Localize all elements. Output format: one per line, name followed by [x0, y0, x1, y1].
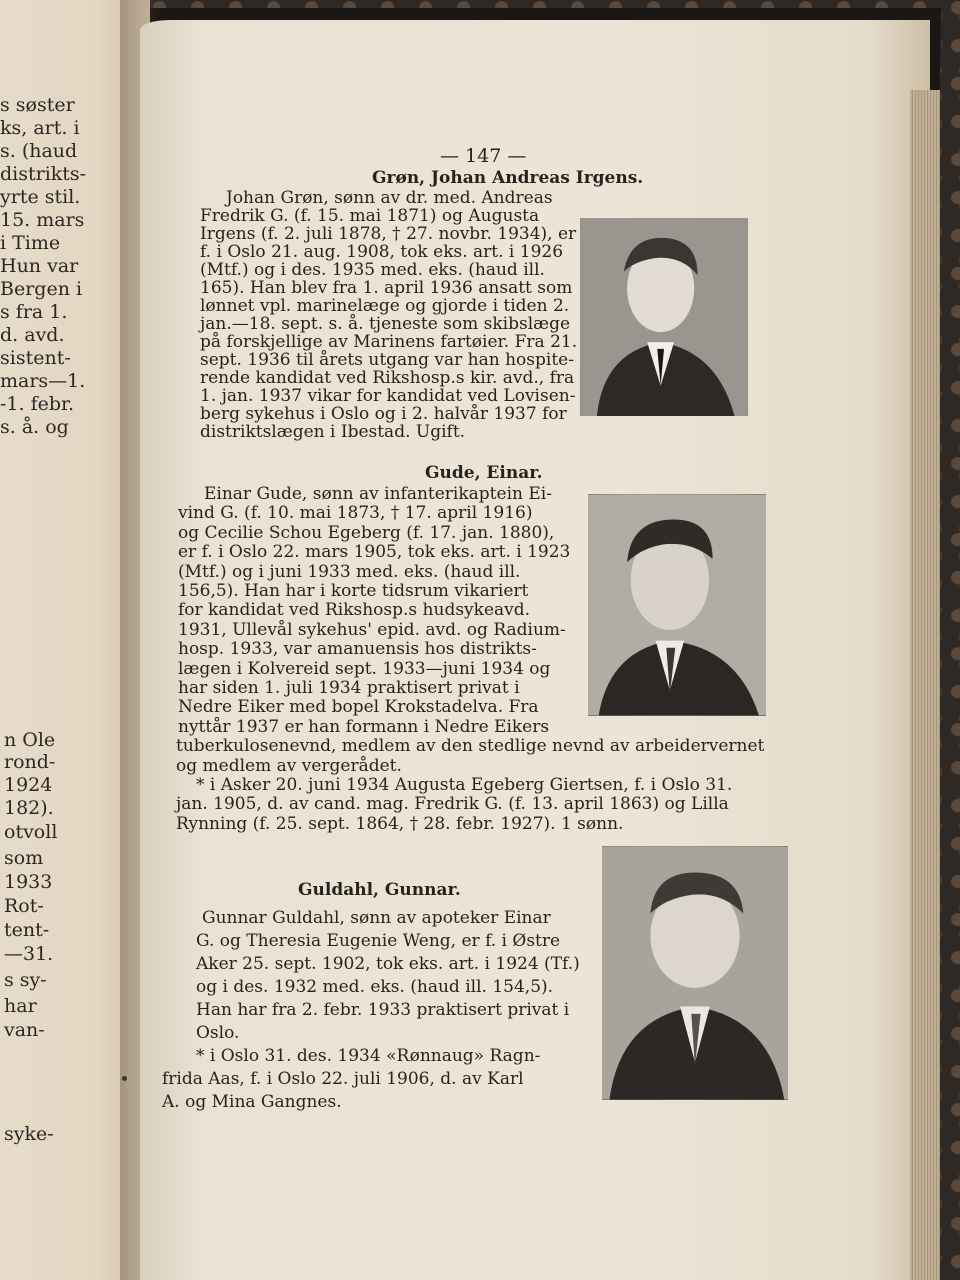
entry-text-line: 156,5). Han har i korte tidsrum vikariert — [178, 581, 529, 601]
left-page-text-fragment: n Ole — [4, 729, 56, 751]
entry-text-line: Einar Gude, sønn av infanterikaptein Ei- — [204, 484, 552, 504]
entry-text-line: * i Asker 20. juni 1934 Augusta Egeberg Giertsen, f. i Oslo 31. — [196, 775, 733, 795]
left-page-text-fragment: s. å. og — [0, 416, 69, 438]
entry-text-line: nyttår 1937 er han formann i Nedre Eikers — [178, 716, 550, 737]
page-dot-mark — [122, 1076, 127, 1081]
entry-text-line: og medlem av vergerådet. — [176, 755, 402, 776]
entry-text-line: * i Oslo 31. des. 1934 «Rønnaug» Ragn- — [196, 1046, 541, 1066]
entry-text-line: 1931, Ullevål sykehus' epid. avd. og Radium- — [178, 619, 566, 640]
left-page-text-fragment: som — [4, 847, 44, 869]
entry-text-line: lønnet vpl. marinelæge og gjorde i tiden 2. — [200, 296, 570, 316]
left-page-text-fragment: d. avd. — [0, 324, 65, 346]
entry-text-line: Irgens (f. 2. juli 1878, † 27. novbr. 1934), er — [200, 224, 577, 244]
entry-text-line: Johan Grøn, sønn av dr. med. Andreas — [226, 188, 553, 208]
left-page-text-fragment: Bergen i — [0, 278, 83, 300]
page-number: — 147 — — [440, 145, 527, 167]
entry-text-line: Rynning (f. 25. sept. 1864, † 28. febr. 1927). 1 sønn. — [176, 813, 624, 834]
portrait-photo-gron — [580, 218, 748, 416]
left-page-text-fragment: Rot- — [4, 895, 44, 917]
left-page-text-fragment: i Time — [0, 232, 61, 254]
left-page-text-fragment: mars—1. — [0, 370, 86, 392]
left-page-text-fragment: syke- — [4, 1123, 54, 1145]
entry-text-line: har siden 1. juli 1934 praktisert privat i — [178, 678, 520, 698]
left-page-text-fragment: —31. — [4, 943, 54, 965]
left-page-text-fragment: s sy- — [4, 969, 47, 991]
left-page-text-fragment: s fra 1. — [0, 301, 68, 323]
entry-text-line: lægen i Kolvereid sept. 1933—juni 1934 og — [178, 658, 551, 679]
entry-text-line: for kandidat ved Rikshosp.s hudsykeavd. — [178, 600, 531, 621]
entry-text-line: sept. 1936 til årets utgang var han hospite- — [200, 350, 574, 370]
entry-text-line: er f. i Oslo 22. mars 1905, tok eks. art. i 1923 — [178, 542, 571, 563]
entry-text-line: Han har fra 2. febr. 1933 praktisert privat i — [196, 1000, 570, 1020]
entry-text-line: 165). Han blev fra 1. april 1936 ansatt som — [200, 278, 573, 298]
entry-heading: Gude, Einar. — [425, 463, 543, 483]
left-page-text-fragment: rond- — [4, 751, 56, 773]
entry-text-line: A. og Mina Gangnes. — [162, 1092, 342, 1112]
left-page-text-fragment: yrte stil. — [0, 186, 81, 208]
entry-text-line: (Mtf.) og i juni 1933 med. eks. (haud ill. — [178, 561, 521, 582]
page-edge — [910, 90, 940, 1280]
entry-text-line: Gunnar Guldahl, sønn av apoteker Einar — [202, 908, 551, 928]
left-page-text-fragment: sistent- — [0, 347, 71, 369]
entry-text-line: og i des. 1932 med. eks. (haud ill. 154,5). — [196, 977, 554, 997]
entry-text-line: Aker 25. sept. 1902, tok eks. art. i 1924 (Tf.) — [196, 954, 580, 974]
entry-text-line: berg sykehus i Oslo og i 2. halvår 1937 for — [200, 404, 567, 424]
left-page-text-fragment: ks, art. i — [0, 117, 80, 139]
portrait-icon — [602, 846, 788, 1100]
left-page-text-fragment: Hun var — [0, 255, 79, 277]
entry-text-line: f. i Oslo 21. aug. 1908, tok eks. art. i 1926 — [200, 242, 564, 262]
portrait-icon — [580, 218, 748, 416]
left-page-text-fragment: van- — [4, 1019, 45, 1041]
entry-text-line: tuberkulosenevnd, medlem av den stedlige nevnd av arbeidervernet — [176, 736, 765, 757]
entry-text-line: jan.—18. sept. s. å. tjeneste som skibslæge — [200, 314, 571, 334]
entry-text-line: distriktslægen i Ibestad. Ugift. — [200, 422, 466, 442]
left-page-text-fragment: otvoll — [4, 821, 58, 843]
left-page-text-fragment: s søster — [0, 94, 75, 116]
entry-text-line: (Mtf.) og i des. 1935 med. eks. (haud ill. — [200, 260, 545, 280]
left-page-text-fragment: 1924 — [4, 774, 53, 796]
left-page-text-fragment: 1933 — [4, 871, 53, 893]
entry-heading: Guldahl, Gunnar. — [298, 880, 461, 900]
left-page-text-fragment: tent- — [4, 919, 50, 941]
portrait-photo-gude — [588, 494, 766, 716]
left-page-text-fragment: distrikts- — [0, 163, 87, 185]
left-page-text-fragment: 182). — [4, 797, 54, 819]
entry-text-line: G. og Theresia Eugenie Weng, er f. i Østre — [196, 931, 561, 951]
left-page-text-fragment: 15. mars — [0, 209, 85, 231]
entry-text-line: Fredrik G. (f. 15. mai 1871) og Augusta — [200, 206, 540, 226]
entry-text-line: og Cecilie Schou Egeberg (f. 17. jan. 1880), — [178, 522, 555, 543]
entry-text-line: vind G. (f. 10. mai 1873, † 17. april 1916) — [178, 503, 533, 524]
entry-text-line: hosp. 1933, var amanuensis hos distrikts- — [178, 639, 537, 660]
entry-text-line: Nedre Eiker med bopel Krokstadelva. Fra — [178, 697, 539, 718]
entry-text-line: jan. 1905, d. av cand. mag. Fredrik G. (f. 13. april 1863) og Lilla — [176, 794, 729, 815]
entry-text-line: rende kandidat ved Rikshosp.s kir. avd., fra — [200, 368, 575, 388]
entry-text-line: frida Aas, f. i Oslo 22. juli 1906, d. av Karl — [162, 1069, 524, 1089]
portrait-icon — [588, 494, 766, 716]
left-page-text-fragment: -1. febr. — [0, 393, 75, 415]
entry-text-line: 1. jan. 1937 vikar for kandidat ved Lovisen- — [200, 386, 576, 406]
left-page-text-fragment: har — [4, 995, 37, 1017]
entry-heading: Grøn, Johan Andreas Irgens. — [372, 168, 644, 188]
entry-text-line: på forskjellige av Marinens fartøier. Fra 21. — [200, 332, 578, 352]
left-page-text-fragment: s. (haud — [0, 140, 78, 162]
entry-text-line: Oslo. — [196, 1023, 240, 1043]
portrait-photo-guldahl — [602, 846, 788, 1100]
